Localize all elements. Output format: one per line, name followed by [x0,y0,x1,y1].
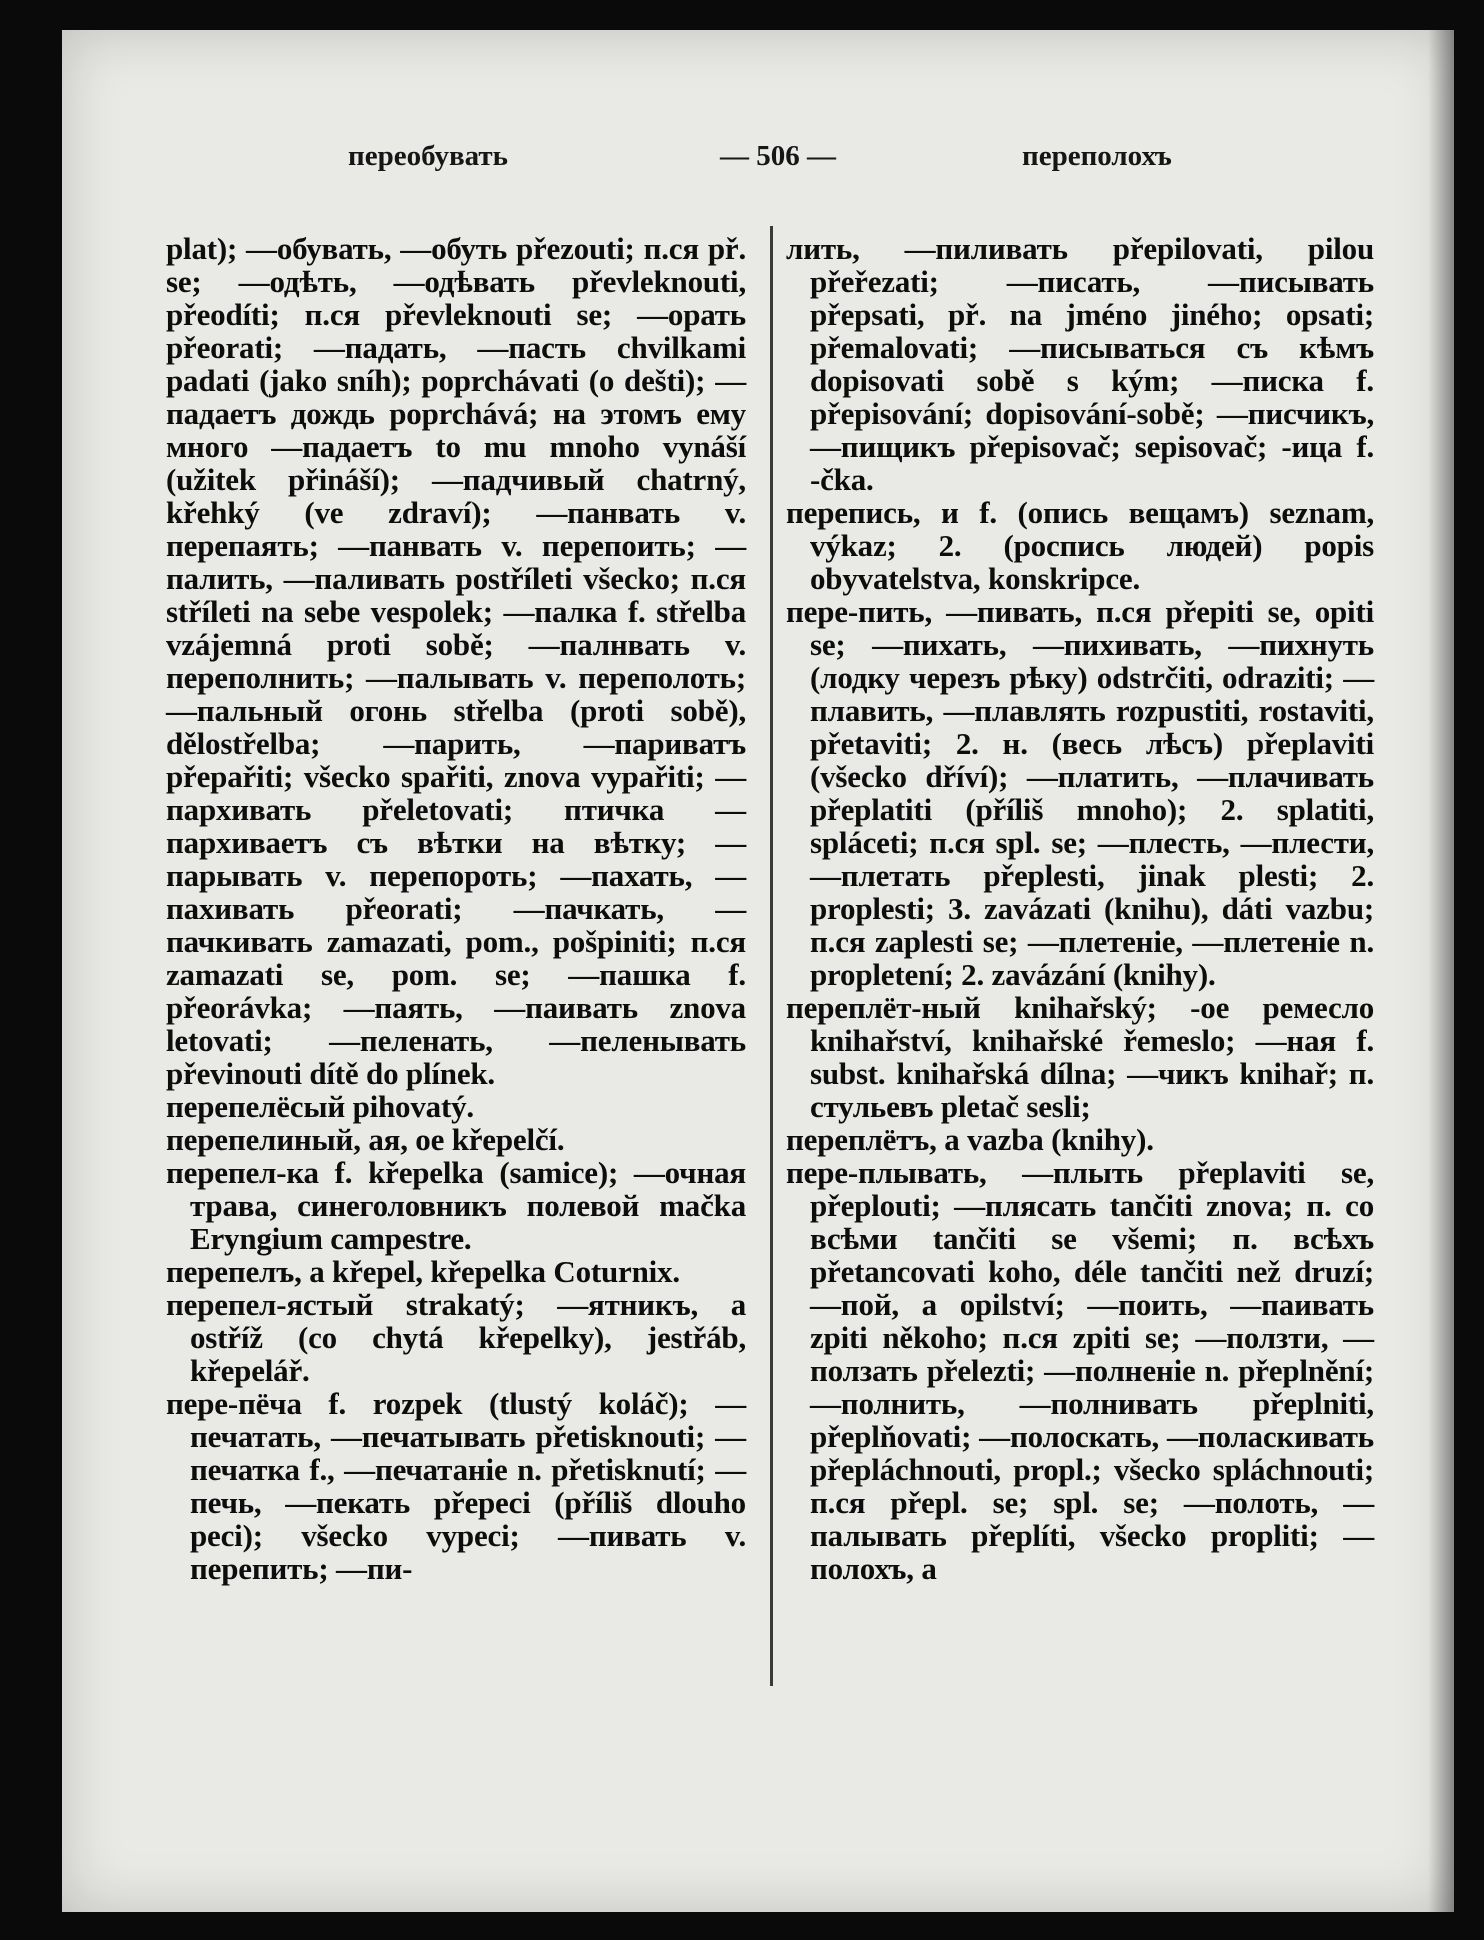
dictionary-entry: перепел-ястый strakatý; —ятникъ, a ostříž (co chytá křepelky), jestřáb, křepelář. [166,1287,746,1388]
dictionary-entry: переплёт-ный knihařský; -ое ремесло knihařství, knihařské řemeslo; —ная f. subst. knihařská dílna; —чикъ knihař; п. стульевъ pletač sesli; [786,990,1374,1124]
header-right-guideword: переполохъ [1022,140,1172,172]
page-number: — 506 — [720,140,836,172]
dictionary-entry: перепелиный, ая, ое křepelčí. [166,1122,565,1157]
dictionary-entry: пере-пёча f. rozpek (tlustý koláč); —печатать, —печатывать přetisknouti; —печатка f., —печатаніе n. přetisknutí; —печь, —пекать přepeci (příliš dlouho peci); všecko vypeci; —пивать v. перепить; —пи- [166,1386,746,1586]
dictionary-entry: перепелёсый pihovatý. [166,1089,474,1124]
header-left-guideword: переобувать [348,140,508,172]
dictionary-page [62,30,1454,1912]
dictionary-entry: лить, —пиливать přepilovati, pilou přeřezati; —писать, —писывать přepsati, př. na jméno jiného; opsati; přemalovati; —писываться съ кѣмъ dopisovati sobě s kým; —писка f. přepisování; dopisování-sobě; —писчикъ, —пищикъ přepisovač; sepisovač; -ица f. -čka. [786,231,1374,497]
dictionary-entry: переплётъ, a vazba (knihy). [786,1122,1154,1157]
dictionary-entry: пере-плывать, —плыть přeplaviti se, přeplouti; —плясать tančiti znova; п. со всѣми tančiti se všemi; п. всѣхъ přetancovati koho, déle tančiti než druzí; —пой, a opilství; —поить, —паивать zpiti někoho; п.ся zpiti se; —ползти, —ползать přelezti; —полненіе n. přeplnění; —полнить, —полнивать přeplniti, přeplňovati; —полоскать, —поласкивать přepláchnouti, propl.; všecko spláchnouti; п.ся přepl. se; spl. se; —полоть, —палывать přeplíti, všecko propliti; —полохъ, a [786,1155,1374,1586]
dictionary-entry: пере-пить, —пивать, п.ся přepiti se, opiti se; —пихать, —пихивать, —пихнуть (лодку черезъ рѣку) odstrčiti, odraziti; —плавить, —плавлять rozpustiti, rostaviti, přetaviti; 2. н. (весь лѣсъ) přeplaviti (všecko dříví); —платить, —плачивать přeplatiti (příliš mnoho); 2. splatiti, spláceti; п.ся spl. se; —плесть, —плести, —плетать přeplesti, jinak plesti; 2. proplesti; 3. zavázati (knihu), dáti vazbu; п.ся zaplesti se; —плетеніе, —плетеніе n. propletení; 2. zavázání (knihy). [786,594,1374,992]
right-column [786,232,1374,1585]
dictionary-entry: перепелъ, a křepel, křepelka Coturnix. [166,1254,680,1289]
page-edge-shadow [1428,30,1454,1912]
dictionary-entry: plat); —обувать, —обуть přezouti; п.ся př. se; —одѣть, —одѣвать převleknouti, přeodíti; п.ся převleknouti se; —орать přeorati; —падать, —пасть chvilkami padati (jako sníh); poprchávati (o dešti); —падаетъ дождь poprchává; на этомъ ему много —падаетъ to mu mnoho vynáší (užitek přináší); —падчивый chatrný, křehký (ve zdraví); —панвать v. перепаять; —панвать v. перепоить; —палить, —паливать postříleti všecko; п.ся stříleti na sebe vespolek; —палка f. střelba vzájemná proti sobě; —палнвать v. переполнить; —палывать v. переполоть; —пальный огонь střelba (proti sobě), dělostřelba; —парить, —париватъ přepařiti; všecko spařiti, znova vypařiti; —пархивать přeletovati; птичка —пархиваетъ съ вѣтки на вѣтку; —парывать v. перепороть; —пахать, —пахивать přeorati; —пачкать, —пачкивать zamazati, pom., pošpiniti; п.ся zamazati se, pom. se; —пашка f. přeorávka; —паять, —паивать znova letovati; —пеленать, —пеленывать převinouti dítě do plínek. [166,231,746,1091]
dictionary-entry: перепел-ка f. křepelka (samice); —очная трава, синеголовникъ полевой mačka Eryngium campestre. [166,1155,746,1256]
column-divider [770,226,773,1686]
dictionary-entry: перепись, и f. (опись вещамъ) seznam, výkaz; 2. (роспись людей) popis obyvatelstva, konskripce. [786,495,1374,596]
page-header [62,140,1454,184]
left-column [166,232,746,1585]
